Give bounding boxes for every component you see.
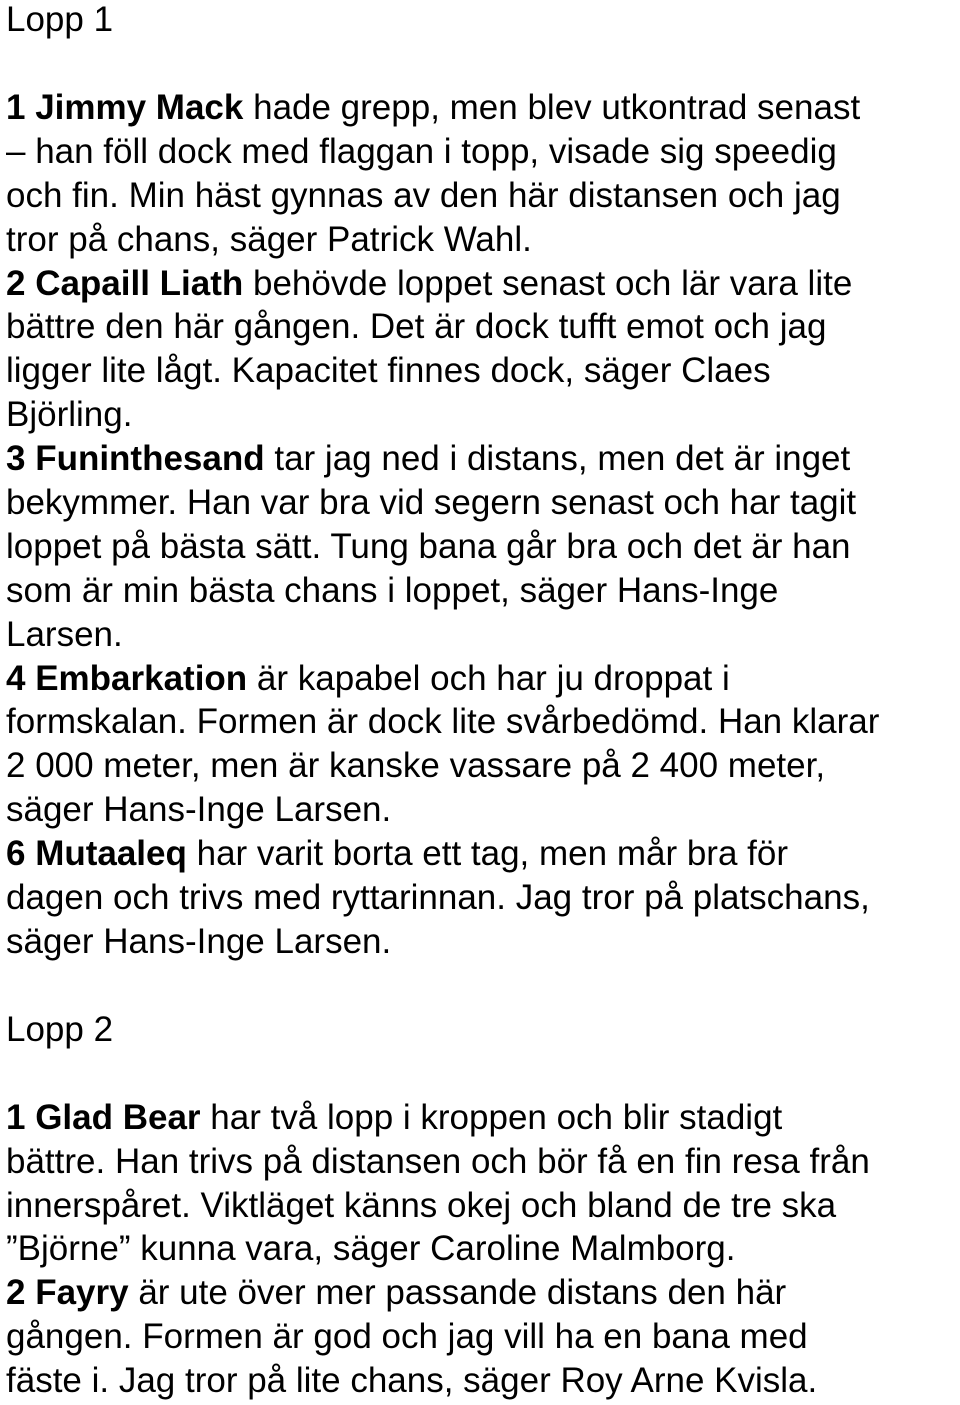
text-line xyxy=(6,262,958,306)
text-segment: som är min bästa chans i loppet, säger Hans-Inge xyxy=(6,570,779,610)
text-segment: är kapabel och har ju droppat i xyxy=(247,658,730,698)
text-line xyxy=(6,1359,958,1403)
text-line xyxy=(6,1271,958,1315)
horse-name: 4 Embarkation xyxy=(6,658,248,698)
text-segment: Björling. xyxy=(6,395,133,435)
race-commentary xyxy=(6,86,958,964)
text-segment: hade grepp, men blev utkontrad senast xyxy=(243,88,861,127)
text-segment: behövde loppet senast och lär vara lite xyxy=(243,263,853,303)
text-line xyxy=(6,876,958,920)
text-line xyxy=(6,832,958,876)
text-line xyxy=(6,1227,958,1271)
text-segment: 2 000 meter, men är kanske vassare på 2 400 meter, xyxy=(6,746,826,786)
text-line xyxy=(6,393,958,437)
text-line xyxy=(6,1096,958,1140)
race-commentary xyxy=(6,1096,958,1403)
text-line xyxy=(6,1140,958,1184)
text-segment: och fin. Min häst gynnas av den här distansen och jag xyxy=(6,175,841,215)
text-segment: innerspåret. Viktläget känns okej och bland de tre ska xyxy=(6,1185,837,1225)
horse-name: 1 Jimmy Mack xyxy=(6,88,244,127)
text-segment: säger Hans-Inge Larsen. xyxy=(6,921,392,961)
text-segment: har varit borta ett tag, men mår bra för xyxy=(186,834,788,874)
text-line xyxy=(6,437,958,481)
text-line xyxy=(6,788,958,832)
text-segment: är ute över mer passande distans den här xyxy=(128,1273,787,1313)
text-segment: bättre den här gången. Det är dock tufft emot och jag xyxy=(6,307,827,347)
text-segment: formskalan. Formen är dock lite svårbedömd. Han klarar xyxy=(6,702,880,742)
text-line xyxy=(6,1184,958,1228)
text-line xyxy=(6,174,958,218)
text-line xyxy=(6,305,958,349)
text-segment: – han föll dock med flaggan i topp, visade sig speedig xyxy=(6,131,837,171)
text-line xyxy=(6,1315,958,1359)
text-line xyxy=(6,86,958,130)
text-line xyxy=(6,920,958,964)
horse-name: 1 Glad Bear xyxy=(6,1097,201,1137)
text-segment: fäste i. Jag tror på lite chans, säger Roy Arne Kvisla. xyxy=(6,1361,818,1401)
race-heading: Lopp 2 xyxy=(6,1009,114,1049)
spacer xyxy=(6,42,958,86)
horse-name: 3 Funinthesand xyxy=(6,439,265,479)
text-segment: ”Björne” kunna vara, säger Caroline Malmborg. xyxy=(6,1229,736,1269)
text-segment: säger Hans-Inge Larsen. xyxy=(6,790,392,830)
text-line xyxy=(6,130,958,174)
text-line xyxy=(6,613,958,657)
text-segment: bekymmer. Han var bra vid segern senast och har tagit xyxy=(6,483,857,523)
text-line xyxy=(6,657,958,701)
text-segment: bättre. Han trivs på distansen och bör få en fin resa från xyxy=(6,1141,870,1181)
text-segment: gången. Formen är god och jag vill ha en bana med xyxy=(6,1317,808,1357)
text-line xyxy=(6,569,958,613)
text-line xyxy=(6,218,958,262)
text-segment: loppet på bästa sätt. Tung bana går bra och det är han xyxy=(6,526,851,566)
document-page xyxy=(6,0,958,1403)
text-line xyxy=(6,525,958,569)
text-segment: dagen och trivs med ryttarinnan. Jag tror på platschans, xyxy=(6,878,870,918)
race-heading: Lopp 1 xyxy=(6,0,114,39)
spacer xyxy=(6,964,958,1008)
text-segment: tror på chans, säger Patrick Wahl. xyxy=(6,219,532,259)
horse-name: 2 Capaill Liath xyxy=(6,263,244,303)
text-segment: tar jag ned i distans, men det är inget xyxy=(264,439,851,479)
text-segment: ligger lite lågt. Kapacitet finnes dock, säger Claes xyxy=(6,351,771,391)
text-segment: har två lopp i kroppen och blir stadigt xyxy=(200,1097,783,1137)
text-line xyxy=(6,744,958,788)
text-segment: Larsen. xyxy=(6,614,123,654)
horse-name: 6 Mutaaleq xyxy=(6,834,187,874)
text-line xyxy=(6,349,958,393)
text-line xyxy=(6,481,958,525)
spacer xyxy=(6,1052,958,1096)
horse-name: 2 Fayry xyxy=(6,1273,129,1313)
text-line xyxy=(6,700,958,744)
